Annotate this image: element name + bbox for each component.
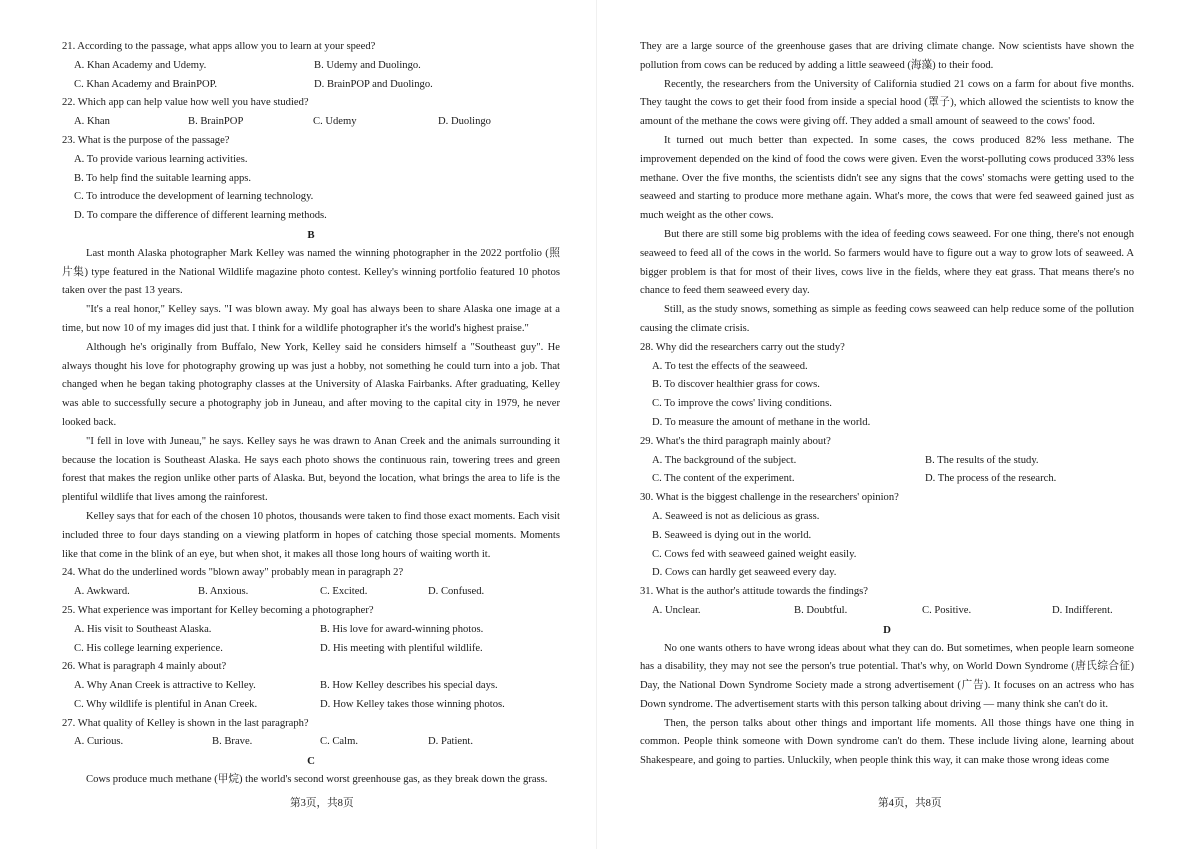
- question-23-stem: 23. What is the purpose of the passage?: [62, 134, 230, 146]
- passage-b-paragraph-1: Last month Alaska photographer Mark Kelley was named the winning photographer in the 2022 portfolio (照片集) type featured in the National Wildlife magazine photo contest. Kelley's winning portfolio featured 10 photos taken over the past 13 years.: [62, 247, 560, 297]
- q25-option-a: A. His visit to Southeast Alaska.: [74, 623, 212, 635]
- q23-option-b: B. To help find the suitable learning apps.: [74, 172, 252, 184]
- section-c-heading: C: [307, 755, 315, 768]
- passage-c-paragraph-3: It turned out much better than expected. In some cases, the cows produced 82% less methane. The improvement depended on the kind of food the cows were given. Even the worst-polluting cows produced 33% less methane. Over the five months, the scientists didn't see any signs that the cows' stomachs were getting used to the seaweed and starting to produce more methane again. What's more, the cows that were fed seaweed gained just as much weight as the other cows.: [640, 134, 1134, 222]
- q29-option-a: A. The background of the subject.: [652, 454, 797, 466]
- section-d-heading: D: [883, 623, 891, 636]
- question-25-options-row-1: [62, 621, 560, 640]
- q26-option-c: C. Why wildlife is plentiful in Anan Creek.: [74, 698, 258, 710]
- passage-d-paragraph-2: Then, the person talks about other things and important life moments. All those things have one thing in common. People think someone with Down syndrome can't do them. These include living alone, learning about Shakespeare, and going to parties. Unluckily, when people think this way, it can make those wrong ideas come: [640, 717, 1134, 767]
- q30-option-a: A. Seaweed is not as delicious as grass.: [652, 510, 820, 522]
- q26-option-b: B. How Kelley describes his special days.: [320, 680, 498, 692]
- q28-option-c: C. To improve the cows' living conditions.: [652, 398, 832, 410]
- page-fold-divider: [596, 0, 597, 849]
- right-page: [600, 0, 1200, 849]
- question-29-options-row-1: [640, 452, 1134, 471]
- q27-option-d: D. Patient.: [428, 736, 474, 748]
- page-number-footer-left: 第3页，共8页: [290, 798, 354, 809]
- q24-option-a: A. Awkward.: [74, 586, 130, 598]
- passage-b-paragraph-5: Kelley says that for each of the chosen 10 photos, thousands were taken to find those exact moments. Each visit included three to four days standing on a viewing platform in hopes of catching those special moments. Moments like that come in the blink of an eye, but when shot, it makes all those long hours of waiting worth it.: [62, 510, 560, 560]
- q25-option-b: B. His love for award-winning photos.: [320, 623, 484, 635]
- question-21-options-row-1: [62, 57, 560, 76]
- question-28-stem: 28. Why did the researchers carry out the study?: [640, 341, 845, 353]
- q30-option-c: C. Cows fed with seaweed gained weight easily.: [652, 548, 857, 560]
- question-26-options-row-1: [62, 677, 560, 696]
- q30-option-d: D. Cows can hardly get seaweed every day.: [652, 567, 837, 579]
- left-column: [62, 38, 560, 790]
- q24-option-d: D. Confused.: [428, 586, 485, 598]
- q24-option-c: C. Excited.: [320, 586, 368, 598]
- q27-option-a: A. Curious.: [74, 736, 124, 748]
- q26-option-d: D. How Kelley takes those winning photos.: [320, 698, 505, 710]
- question-30-stem: 30. What is the biggest challenge in the researchers' opinion?: [640, 492, 899, 504]
- question-29-options-row-2: [640, 470, 1134, 489]
- question-27-options: [62, 733, 560, 752]
- question-22-options: [62, 113, 560, 132]
- passage-d-paragraph-1: No one wants others to have wrong ideas about what they can do. But sometimes, when people learn someone has a disability, they may not see the person's true potential. That's why, on World Down Syndrome (唐氏综合征) Day, the National Down Syndrome Society made a strong advertisement (广告). It focuses on an actress who has Down syndrome. The advertisement starts with this person talking about driving — many think she can't do it.: [640, 642, 1134, 710]
- q27-option-c: C. Calm.: [320, 736, 358, 748]
- passage-b-paragraph-4: "I fell in love with Juneau," he says. Kelley says he was drawn to Anan Creek and the animals surrounding it because the location is Southeast Alaska. He says each photo shows the continuous rain, towering trees and green forest that makes the region unlike other parts of Alaska. But, beyond the location, what brings the area to life is the plentiful wildlife that lives among the rainforest.: [62, 435, 560, 504]
- q21-option-b: B. Udemy and Duolingo.: [314, 59, 421, 71]
- question-22-stem: 22. Which app can help value how well you have studied?: [62, 97, 309, 109]
- passage-b-paragraph-2: "It's a real honor," Kelley says. "I was blown away. My goal has always been to share Alaska one image at a time, but now 10 of my images did just that. I think for a wildlife photographer it's the world's highest praise.": [62, 304, 560, 334]
- q31-option-b: B. Doubtful.: [794, 604, 848, 616]
- q28-option-a: A. To test the effects of the seaweed.: [652, 360, 808, 372]
- q24-option-b: B. Anxious.: [198, 586, 249, 598]
- question-31-stem: 31. What is the author's attitude towards the findings?: [640, 586, 868, 598]
- right-column: [640, 38, 1134, 771]
- question-29-stem: 29. What's the third paragraph mainly about?: [640, 435, 831, 447]
- passage-c-paragraph-4: But there are still some big problems with the idea of feeding cows seaweed. For one thing, there's not enough seaweed to feed all of the cows in the world. So farmers would have to figure out a way to grow lots of seaweed. A bigger problem is that for most of their lives, cows live in the fields, where they eat grass. That means there's no chance to feed them seaweed every day.: [640, 228, 1134, 297]
- q22-option-a: A. Khan: [74, 116, 110, 128]
- question-25-stem: 25. What experience was important for Kelley becoming a photographer?: [62, 604, 374, 616]
- q29-option-d: D. The process of the research.: [925, 473, 1057, 485]
- page-number-footer-right: 第4页，共8页: [878, 798, 942, 809]
- q31-option-d: D. Indifferent.: [1052, 604, 1113, 616]
- q26-option-a: A. Why Anan Creek is attractive to Kelley.: [74, 680, 256, 692]
- q21-option-d: D. BrainPOP and Duolingo.: [314, 78, 433, 90]
- q29-option-c: C. The content of the experiment.: [652, 473, 795, 485]
- question-26-stem: 26. What is paragraph 4 mainly about?: [62, 661, 227, 673]
- question-25-options-row-2: [62, 640, 560, 659]
- question-27-stem: 27. What quality of Kelley is shown in the last paragraph?: [62, 717, 309, 729]
- q29-option-b: B. The results of the study.: [925, 454, 1039, 466]
- q22-option-c: C. Udemy: [313, 116, 357, 128]
- passage-c-paragraph-5: Still, as the study snows, something as simple as feeding cows seaweed can help reduce some of the pollution causing the climate crisis.: [640, 304, 1134, 334]
- q23-option-d: D. To compare the difference of different learning methods.: [74, 210, 327, 222]
- q23-option-c: C. To introduce the development of learning technology.: [74, 191, 314, 203]
- question-21-options-row-2: [62, 76, 560, 95]
- q31-option-c: C. Positive.: [922, 604, 972, 616]
- question-31-options: [640, 602, 1134, 621]
- question-26-options-row-2: [62, 696, 560, 715]
- q25-option-d: D. His meeting with plentiful wildlife.: [320, 642, 483, 654]
- q30-option-b: B. Seaweed is dying out in the world.: [652, 529, 812, 541]
- q22-option-d: D. Duolingo: [438, 116, 491, 128]
- q27-option-b: B. Brave.: [212, 736, 253, 748]
- q25-option-c: C. His college learning experience.: [74, 642, 223, 654]
- left-page: [0, 0, 590, 849]
- q28-option-d: D. To measure the amount of methane in the world.: [652, 416, 871, 428]
- q28-option-b: B. To discover healthier grass for cows.: [652, 379, 820, 391]
- q21-option-c: C. Khan Academy and BrainPOP.: [74, 78, 217, 90]
- passage-c-paragraph-1: They are a large source of the greenhouse gases that are driving climate change. Now scientists have shown the pollution from cows can be reduced by adding a little seaweed (海藻) to their food.: [640, 41, 1134, 71]
- passage-c-paragraph-2: Recently, the researchers from the University of California studied 21 cows on a farm for about five months. They taught the cows to get their food from inside a special hood (罩子), which allowed the scientists to know the amount of the methane the cows were giving off. They added a small amount of seaweed to the cows' food.: [640, 78, 1134, 128]
- section-b-heading: B: [307, 228, 315, 241]
- q22-option-b: B. BrainPOP: [188, 116, 244, 128]
- q31-option-a: A. Unclear.: [652, 604, 701, 616]
- question-24-stem: 24. What do the underlined words "blown away" probably mean in paragraph 2?: [62, 567, 404, 579]
- q23-option-a: A. To provide various learning activities.: [74, 153, 248, 165]
- question-24-options: [62, 583, 560, 602]
- q21-option-a: A. Khan Academy and Udemy.: [74, 59, 207, 71]
- question-21-stem: 21. According to the passage, what apps allow you to learn at your speed?: [62, 41, 376, 52]
- passage-c-first-line: Cows produce much methane (甲烷) the world's second worst greenhouse gas, as they break down the grass.: [86, 774, 548, 786]
- passage-b-paragraph-3: Although he's originally from Buffalo, New York, Kelley said he considers himself a "Southeast guy". He always thought his love for photography growing up was just a hobby, not something he could turn into a job. That changed when he began taking photography classes at the University of Alaska Fairbanks. After graduating, Kelley was able to successfully secure a photography job in Juneau, and after moving to the capital city in 1979, he never looked back.: [62, 341, 560, 428]
